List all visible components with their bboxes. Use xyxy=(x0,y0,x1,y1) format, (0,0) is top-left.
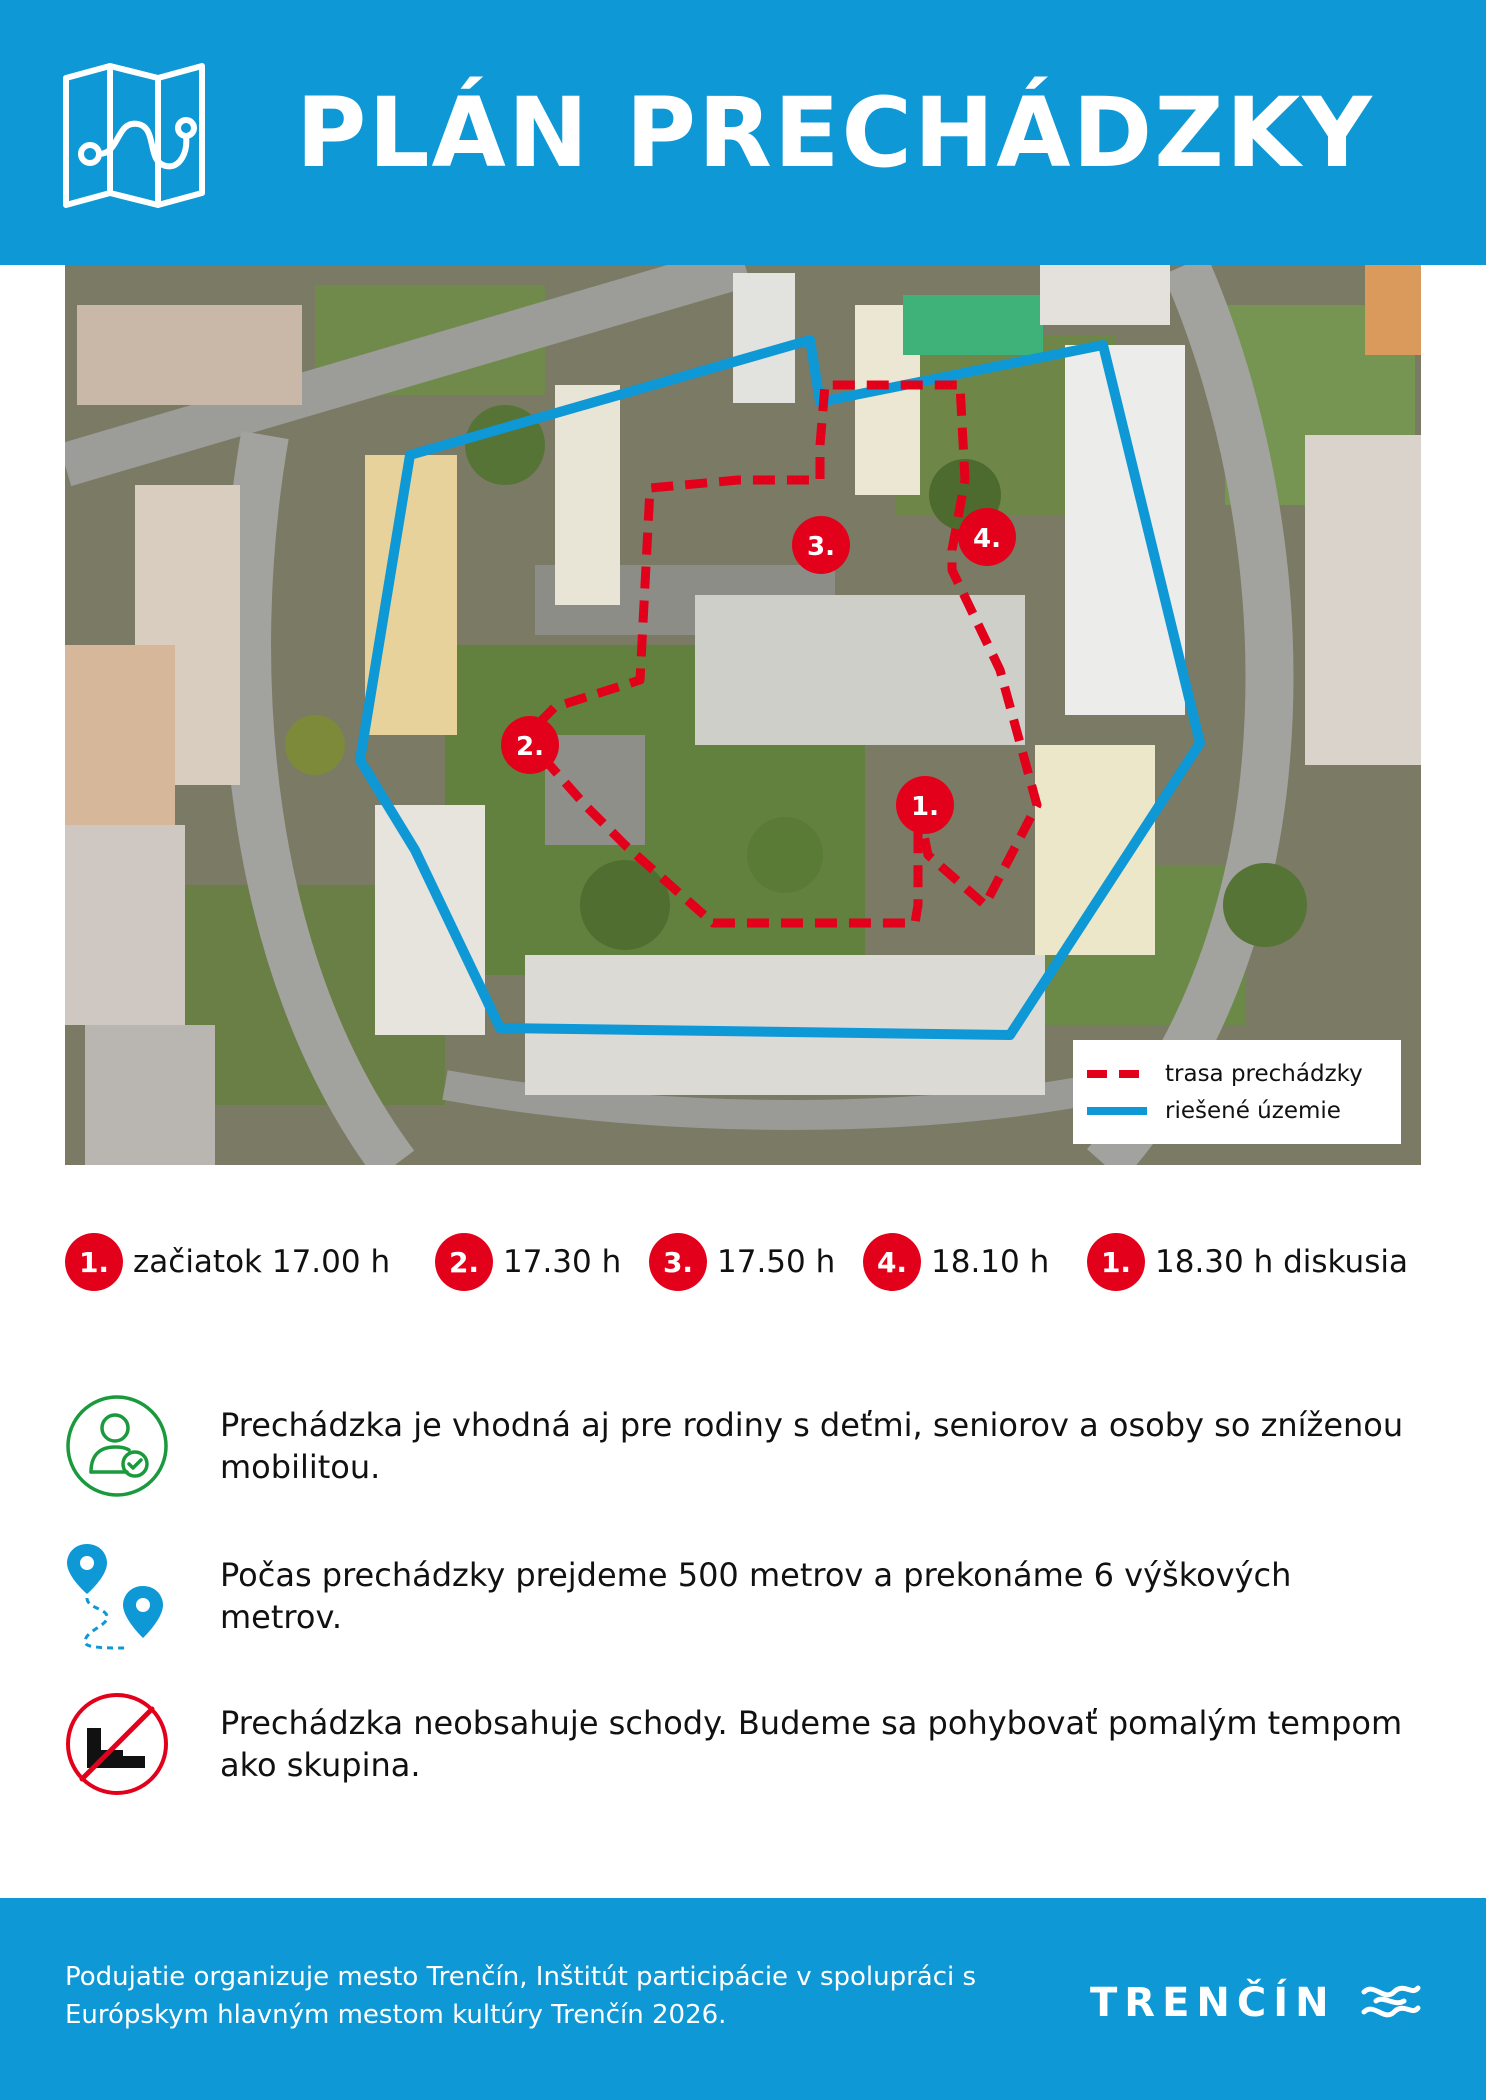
info-accessibility-text: Prechádzka je vhodná aj pre rodiny s deťmi, seniorov a osoby so zníženou mobilitou. xyxy=(220,1406,1404,1486)
svg-text:4.: 4. xyxy=(973,524,1001,554)
no-stairs-icon xyxy=(65,1692,169,1796)
map-legend xyxy=(1073,1040,1401,1144)
map-marker-1 xyxy=(896,776,954,834)
timeline-item-3 xyxy=(649,1232,835,1292)
schedule-timeline xyxy=(65,1232,1421,1292)
timeline-time: 17.50 h xyxy=(717,1244,836,1280)
timeline-item-4 xyxy=(863,1232,1049,1292)
stop-badge: 1. xyxy=(1087,1233,1145,1291)
svg-text:2.: 2. xyxy=(516,732,544,762)
aerial-map xyxy=(65,265,1421,1165)
trencin-logo-icon xyxy=(1360,1978,1422,2024)
legend-label-area: riešené územie xyxy=(1165,1098,1341,1124)
stop-badge: 3. xyxy=(649,1233,707,1291)
map-marker-2 xyxy=(501,716,559,774)
timeline-item-2 xyxy=(435,1232,621,1292)
timeline-time: začiatok 17.00 h xyxy=(133,1244,391,1280)
timeline-item-discussion xyxy=(1087,1232,1408,1292)
solid-line-icon xyxy=(1087,1107,1147,1115)
stop-badge: 2. xyxy=(435,1233,493,1291)
aerial-map-illustration xyxy=(65,265,1421,1165)
legend-item-route xyxy=(1087,1058,1363,1090)
footer-banner xyxy=(0,1898,1486,2100)
timeline-time: 17.30 h xyxy=(503,1244,622,1280)
timeline-item-start xyxy=(65,1232,390,1292)
dashed-line-icon xyxy=(1087,1070,1147,1078)
footer-organizer-text: Podujatie organizuje mesto Trenčín, Inštitút participácie v spolupráci s Európskym hlavným mestom kultúry Trenčín 2026. xyxy=(65,1962,977,2030)
info-stairs-text: Prechádzka neobsahuje schody. Budeme sa pohybovať pomalým tempom ako skupina. xyxy=(220,1704,1403,1784)
svg-text:3.: 3. xyxy=(807,532,835,562)
route-pins-icon xyxy=(65,1542,169,1652)
timeline-time: 18.30 h diskusia xyxy=(1155,1244,1408,1280)
header-banner xyxy=(0,0,1486,265)
map-marker-4 xyxy=(958,508,1016,566)
timeline-time: 18.10 h xyxy=(931,1244,1050,1280)
footer-brand-name: TRENČÍN xyxy=(1090,1980,1336,2026)
info-route-text: Počas prechádzky prejdeme 500 metrov a prekonáme 6 výškových metrov. xyxy=(220,1556,1292,1636)
svg-text:1.: 1. xyxy=(911,792,939,822)
stop-badge: 4. xyxy=(863,1233,921,1291)
stop-badge: 1. xyxy=(65,1233,123,1291)
accessibility-person-check-icon xyxy=(65,1394,169,1498)
legend-item-area xyxy=(1087,1095,1341,1127)
page-title: PLÁN PRECHÁDZKY xyxy=(296,77,1374,189)
map-icon xyxy=(62,62,206,209)
legend-label-route: trasa prechádzky xyxy=(1165,1061,1363,1087)
map-marker-3 xyxy=(792,516,850,574)
